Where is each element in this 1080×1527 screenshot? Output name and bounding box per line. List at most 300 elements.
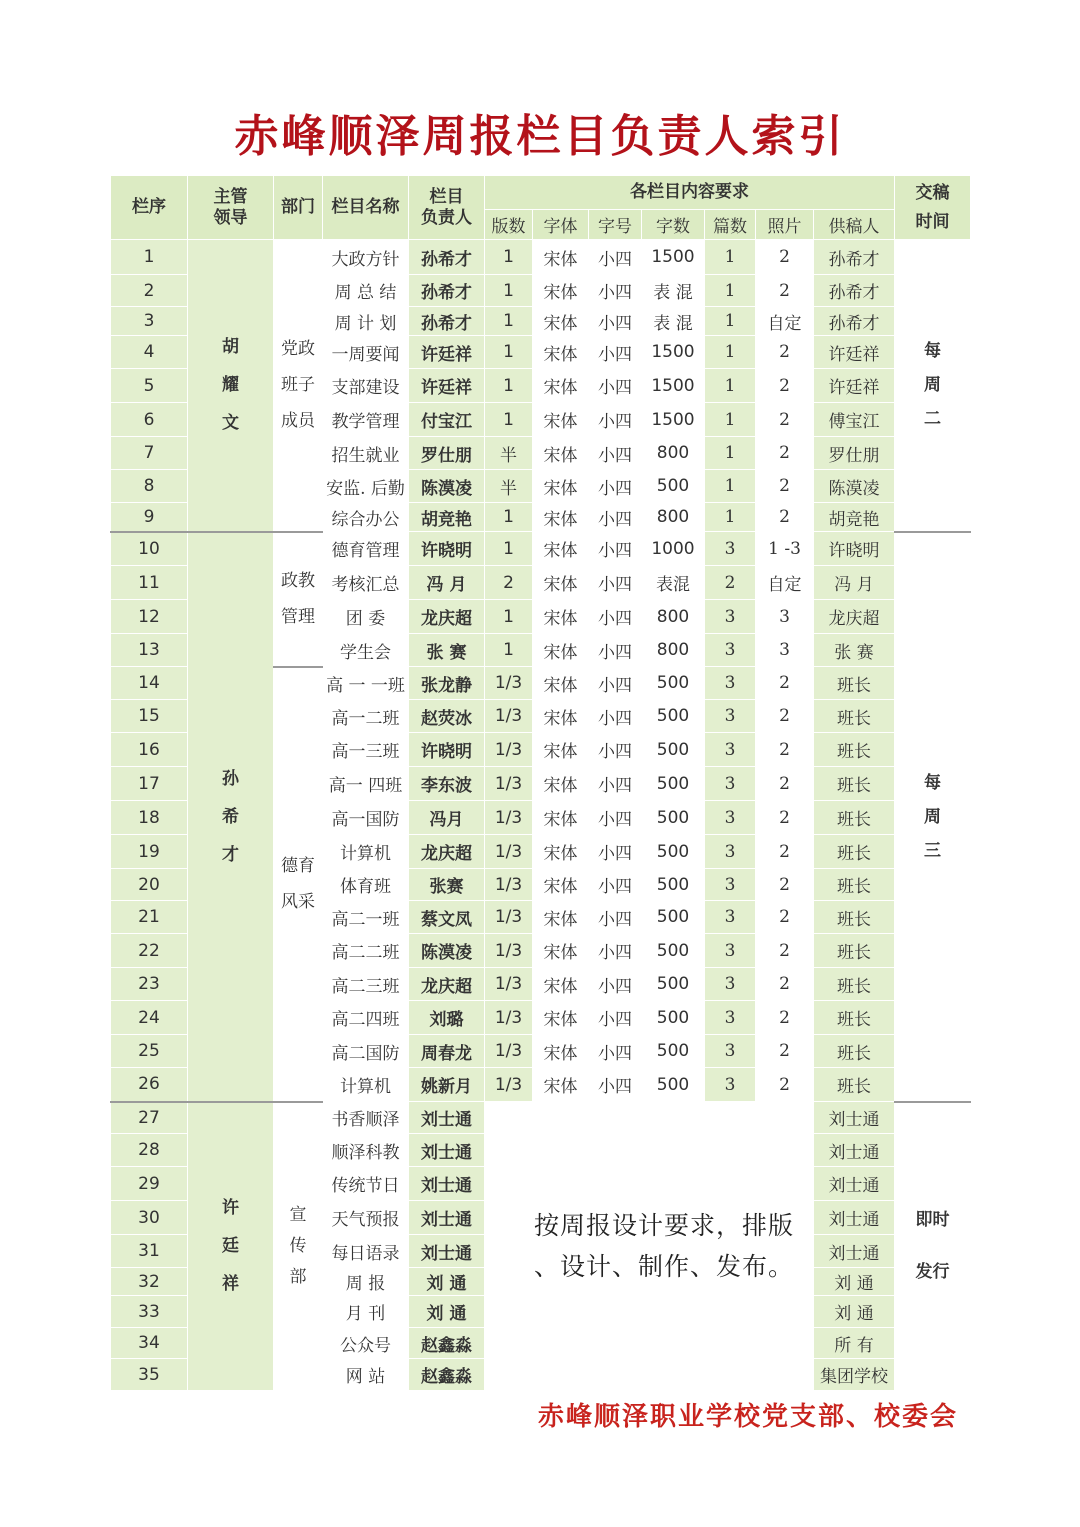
font-family: 宋体 <box>533 901 589 934</box>
supplier: 班长 <box>814 901 895 934</box>
column-owner: 张 赛 <box>409 634 485 667</box>
font-family: 宋体 <box>533 733 589 767</box>
supplier: 刘士通 <box>814 1167 895 1201</box>
article-count: 3 <box>705 600 756 634</box>
font-size: 小四 <box>589 1068 642 1102</box>
supplier: 班长 <box>814 934 895 968</box>
column-owner: 赵荧冰 <box>409 700 485 733</box>
empty-cell <box>485 1102 533 1134</box>
column-name: 高二四班 <box>323 1001 409 1035</box>
table-row <box>111 1102 971 1134</box>
column-owner: 孙希才 <box>409 275 485 307</box>
supplier: 班长 <box>814 869 895 901</box>
empty-cell <box>756 1328 814 1359</box>
page-count: 2 <box>485 566 533 600</box>
supplier: 许廷祥 <box>814 369 895 403</box>
article-count: 3 <box>705 700 756 733</box>
empty-cell <box>642 1102 705 1134</box>
empty-cell <box>705 1134 756 1167</box>
photo-count: 2 <box>756 767 814 801</box>
empty-cell <box>756 1359 814 1391</box>
row-number: 10 <box>111 532 188 566</box>
word-count: 1500 <box>642 403 705 437</box>
photo-count: 2 <box>756 934 814 968</box>
supplier: 罗仕朋 <box>814 437 895 470</box>
empty-cell <box>589 1102 642 1134</box>
column-name: 顺泽科教 <box>323 1134 409 1167</box>
article-count: 1 <box>705 503 756 532</box>
article-count: 3 <box>705 835 756 869</box>
row-number: 13 <box>111 634 188 667</box>
word-count: 500 <box>642 801 705 835</box>
column-owner: 许晓明 <box>409 733 485 767</box>
word-count: 800 <box>642 634 705 667</box>
font-family: 宋体 <box>533 403 589 437</box>
row-number: 6 <box>111 403 188 437</box>
row-number: 34 <box>111 1328 188 1359</box>
article-count: 1 <box>705 470 756 503</box>
column-name: 招生就业 <box>323 437 409 470</box>
article-count: 1 <box>705 437 756 470</box>
supplier: 所 有 <box>814 1328 895 1359</box>
font-size: 小四 <box>589 336 642 369</box>
supplier: 班长 <box>814 667 895 700</box>
column-owner: 龙庆超 <box>409 600 485 634</box>
supplier: 龙庆超 <box>814 600 895 634</box>
word-count: 500 <box>642 1035 705 1068</box>
column-owner: 许晓明 <box>409 532 485 566</box>
supplier: 许廷祥 <box>814 336 895 369</box>
column-owner: 许廷祥 <box>409 369 485 403</box>
article-count: 1 <box>705 336 756 369</box>
supplier: 孙希才 <box>814 275 895 307</box>
supplier: 班长 <box>814 767 895 801</box>
supplier: 刘 通 <box>814 1296 895 1328</box>
page-count: 1 <box>485 369 533 403</box>
column-owner: 刘 通 <box>409 1296 485 1328</box>
empty-cell <box>533 1359 589 1391</box>
word-count: 500 <box>642 1068 705 1102</box>
empty-cell <box>589 1296 642 1328</box>
empty-cell <box>589 1134 642 1167</box>
column-name: 高一三班 <box>323 733 409 767</box>
row-number: 25 <box>111 1035 188 1068</box>
word-count: 500 <box>642 901 705 934</box>
empty-cell <box>533 1296 589 1328</box>
article-count: 3 <box>705 733 756 767</box>
page-count: 1 <box>485 634 533 667</box>
header-sub-1: 字体 <box>533 210 589 240</box>
page-count: 1/3 <box>485 767 533 801</box>
department: 政教管理 <box>274 532 323 667</box>
column-name: 高一 四班 <box>323 767 409 801</box>
row-number: 32 <box>111 1268 188 1296</box>
column-name: 传统节日 <box>323 1167 409 1201</box>
empty-cell <box>642 1134 705 1167</box>
column-name: 团 委 <box>323 600 409 634</box>
font-size: 小四 <box>589 934 642 968</box>
font-size: 小四 <box>589 835 642 869</box>
empty-cell <box>589 1328 642 1359</box>
photo-count: 自定 <box>756 566 814 600</box>
header-seq: 栏序 <box>111 176 188 240</box>
empty-cell <box>485 1328 533 1359</box>
page-count: 1 <box>485 240 533 275</box>
article-count: 1 <box>705 403 756 437</box>
font-family: 宋体 <box>533 307 589 336</box>
row-number: 26 <box>111 1068 188 1102</box>
font-family: 宋体 <box>533 934 589 968</box>
word-count: 表 混 <box>642 307 705 336</box>
font-size: 小四 <box>589 700 642 733</box>
column-name: 高二三班 <box>323 968 409 1001</box>
photo-count: 自定 <box>756 307 814 336</box>
page-count: 1/3 <box>485 934 533 968</box>
word-count: 500 <box>642 869 705 901</box>
font-size: 小四 <box>589 403 642 437</box>
article-count: 3 <box>705 634 756 667</box>
font-size: 小四 <box>589 470 642 503</box>
column-name: 计算机 <box>323 1068 409 1102</box>
row-number: 16 <box>111 733 188 767</box>
font-size: 小四 <box>589 968 642 1001</box>
deadline: 每 周 三 <box>895 532 971 1102</box>
supplier: 刘士通 <box>814 1102 895 1134</box>
column-name: 教学管理 <box>323 403 409 437</box>
page-count: 半 <box>485 437 533 470</box>
article-count: 3 <box>705 532 756 566</box>
header-sub-5: 照片 <box>756 210 814 240</box>
word-count: 500 <box>642 835 705 869</box>
header-deadline: 交稿 时间 <box>895 176 971 240</box>
empty-cell <box>485 1167 533 1201</box>
column-name: 天气预报 <box>323 1201 409 1235</box>
column-name: 大政方针 <box>323 240 409 275</box>
column-owner: 孙希才 <box>409 307 485 336</box>
empty-cell <box>589 1359 642 1391</box>
supplier: 胡竞艳 <box>814 503 895 532</box>
column-name: 高一二班 <box>323 700 409 733</box>
word-count: 1500 <box>642 369 705 403</box>
article-count: 3 <box>705 934 756 968</box>
row-number: 30 <box>111 1201 188 1235</box>
supplier: 班长 <box>814 733 895 767</box>
row-number: 19 <box>111 835 188 869</box>
page-count: 1 <box>485 275 533 307</box>
font-size: 小四 <box>589 566 642 600</box>
column-name: 每日语录 <box>323 1235 409 1268</box>
deadline: 即时 发行 <box>895 1102 971 1391</box>
page-count: 1/3 <box>485 869 533 901</box>
column-name: 支部建设 <box>323 369 409 403</box>
article-count: 3 <box>705 1068 756 1102</box>
font-size: 小四 <box>589 240 642 275</box>
group-leader: 许 廷 祥 <box>188 1102 274 1391</box>
font-size: 小四 <box>589 1035 642 1068</box>
empty-cell <box>589 1167 642 1201</box>
empty-cell <box>756 1167 814 1201</box>
word-count: 表混 <box>642 566 705 600</box>
page-count: 1/3 <box>485 835 533 869</box>
column-owner: 许廷祥 <box>409 336 485 369</box>
row-number: 35 <box>111 1359 188 1391</box>
article-count: 3 <box>705 869 756 901</box>
page-count: 1/3 <box>485 968 533 1001</box>
column-name: 体育班 <box>323 869 409 901</box>
row-number: 28 <box>111 1134 188 1167</box>
row-number: 15 <box>111 700 188 733</box>
page-count: 1/3 <box>485 700 533 733</box>
page-title: 赤峰顺泽周报栏目负责人索引 <box>234 111 846 162</box>
header-column-name: 栏目名称 <box>323 176 409 240</box>
supplier: 班长 <box>814 1068 895 1102</box>
page-count: 1/3 <box>485 901 533 934</box>
empty-cell <box>756 1296 814 1328</box>
article-count: 3 <box>705 901 756 934</box>
word-count: 表 混 <box>642 275 705 307</box>
publicity-note-line: 、设计、制作、发布。 <box>534 1252 795 1281</box>
photo-count: 2 <box>756 336 814 369</box>
supplier: 刘士通 <box>814 1201 895 1235</box>
header-requirements: 各栏目内容要求 <box>485 176 895 210</box>
header-sub-2: 字号 <box>589 210 642 240</box>
page-count: 1/3 <box>485 667 533 700</box>
word-count: 500 <box>642 934 705 968</box>
article-count: 1 <box>705 369 756 403</box>
table-row <box>111 532 971 566</box>
photo-count: 2 <box>756 1035 814 1068</box>
empty-cell <box>533 1328 589 1359</box>
word-count: 1000 <box>642 532 705 566</box>
font-family: 宋体 <box>533 1035 589 1068</box>
font-size: 小四 <box>589 667 642 700</box>
article-count: 3 <box>705 1035 756 1068</box>
word-count: 500 <box>642 470 705 503</box>
photo-count: 2 <box>756 403 814 437</box>
photo-count: 2 <box>756 901 814 934</box>
font-size: 小四 <box>589 437 642 470</box>
column-owner: 周春龙 <box>409 1035 485 1068</box>
photo-count: 2 <box>756 1001 814 1035</box>
page-count: 1 <box>485 403 533 437</box>
supplier: 孙希才 <box>814 307 895 336</box>
supplier: 孙希才 <box>814 240 895 275</box>
font-family: 宋体 <box>533 369 589 403</box>
article-count: 2 <box>705 566 756 600</box>
supplier: 许晓明 <box>814 532 895 566</box>
column-name: 公众号 <box>323 1328 409 1359</box>
supplier: 班长 <box>814 700 895 733</box>
column-owner: 龙庆超 <box>409 968 485 1001</box>
page-count: 1 <box>485 336 533 369</box>
photo-count: 2 <box>756 835 814 869</box>
table-row <box>111 240 971 275</box>
row-number: 33 <box>111 1296 188 1328</box>
empty-cell <box>485 1134 533 1167</box>
word-count: 500 <box>642 968 705 1001</box>
font-size: 小四 <box>589 307 642 336</box>
font-family: 宋体 <box>533 470 589 503</box>
font-family: 宋体 <box>533 869 589 901</box>
column-owner: 张龙静 <box>409 667 485 700</box>
row-number: 14 <box>111 667 188 700</box>
row-number: 27 <box>111 1102 188 1134</box>
font-size: 小四 <box>589 733 642 767</box>
article-count: 3 <box>705 801 756 835</box>
word-count: 500 <box>642 1001 705 1035</box>
page-count: 半 <box>485 470 533 503</box>
row-number: 9 <box>111 503 188 532</box>
department: 党政班子成员 <box>274 240 323 532</box>
photo-count: 2 <box>756 733 814 767</box>
empty-cell <box>642 1167 705 1201</box>
empty-cell <box>485 1268 533 1296</box>
empty-cell <box>533 1167 589 1201</box>
empty-cell <box>533 1134 589 1167</box>
column-owner: 付宝江 <box>409 403 485 437</box>
column-name: 网 站 <box>323 1359 409 1391</box>
page-count: 1/3 <box>485 1001 533 1035</box>
supplier: 张 赛 <box>814 634 895 667</box>
row-number: 23 <box>111 968 188 1001</box>
font-size: 小四 <box>589 369 642 403</box>
column-owner: 刘璐 <box>409 1001 485 1035</box>
empty-cell <box>533 1102 589 1134</box>
word-count: 1500 <box>642 240 705 275</box>
article-count: 1 <box>705 307 756 336</box>
photo-count: 2 <box>756 968 814 1001</box>
font-size: 小四 <box>589 901 642 934</box>
row-number: 3 <box>111 307 188 336</box>
column-owner: 张赛 <box>409 869 485 901</box>
column-owner: 蔡文凤 <box>409 901 485 934</box>
word-count: 500 <box>642 700 705 733</box>
word-count: 500 <box>642 767 705 801</box>
row-number: 20 <box>111 869 188 901</box>
font-size: 小四 <box>589 1001 642 1035</box>
column-owner: 刘士通 <box>409 1235 485 1268</box>
department: 宣 传 部 <box>274 1102 323 1391</box>
font-family: 宋体 <box>533 600 589 634</box>
footer-signature: 赤峰顺泽职业学校党支部、校委会 <box>537 1402 958 1432</box>
column-owner: 陈漠凌 <box>409 470 485 503</box>
page-count: 1 <box>485 307 533 336</box>
supplier: 班长 <box>814 1035 895 1068</box>
column-name: 周 计 划 <box>323 307 409 336</box>
empty-cell <box>642 1328 705 1359</box>
page-count: 1 <box>485 503 533 532</box>
publicity-note <box>534 1205 819 1287</box>
font-family: 宋体 <box>533 566 589 600</box>
page-count: 1/3 <box>485 1035 533 1068</box>
photo-count: 2 <box>756 240 814 275</box>
font-size: 小四 <box>589 869 642 901</box>
page-count: 1 <box>485 600 533 634</box>
column-name: 月 刊 <box>323 1296 409 1328</box>
empty-cell <box>485 1296 533 1328</box>
department: 德育风采 <box>274 667 323 1102</box>
font-family: 宋体 <box>533 275 589 307</box>
photo-count: 2 <box>756 801 814 835</box>
font-size: 小四 <box>589 532 642 566</box>
photo-count: 2 <box>756 869 814 901</box>
supplier: 班长 <box>814 801 895 835</box>
row-number: 7 <box>111 437 188 470</box>
empty-cell <box>705 1328 756 1359</box>
photo-count: 2 <box>756 470 814 503</box>
photo-count: 2 <box>756 437 814 470</box>
row-number: 29 <box>111 1167 188 1201</box>
article-count: 1 <box>705 275 756 307</box>
font-size: 小四 <box>589 767 642 801</box>
column-owner: 刘士通 <box>409 1201 485 1235</box>
photo-count: 2 <box>756 369 814 403</box>
empty-cell <box>756 1134 814 1167</box>
supplier: 班长 <box>814 1001 895 1035</box>
row-number: 17 <box>111 767 188 801</box>
photo-count: 1 -3 <box>756 532 814 566</box>
column-name: 考核汇总 <box>323 566 409 600</box>
supplier: 陈漠凌 <box>814 470 895 503</box>
empty-cell <box>756 1102 814 1134</box>
empty-cell <box>705 1359 756 1391</box>
group-leader: 胡 耀 文 <box>188 240 274 532</box>
empty-cell <box>485 1235 533 1268</box>
font-size: 小四 <box>589 801 642 835</box>
word-count: 500 <box>642 667 705 700</box>
column-name: 高二国防 <box>323 1035 409 1068</box>
column-name: 计算机 <box>323 835 409 869</box>
font-family: 宋体 <box>533 835 589 869</box>
column-owner: 赵鑫淼 <box>409 1359 485 1391</box>
empty-cell <box>485 1359 533 1391</box>
column-owner: 孙希才 <box>409 240 485 275</box>
row-number: 22 <box>111 934 188 968</box>
article-count: 3 <box>705 667 756 700</box>
font-family: 宋体 <box>533 968 589 1001</box>
empty-cell <box>642 1296 705 1328</box>
column-owner: 刘士通 <box>409 1134 485 1167</box>
font-family: 宋体 <box>533 240 589 275</box>
column-name: 安监. 后勤 <box>323 470 409 503</box>
supplier: 班长 <box>814 835 895 869</box>
font-family: 宋体 <box>533 801 589 835</box>
column-owner: 冯 月 <box>409 566 485 600</box>
photo-count: 2 <box>756 275 814 307</box>
font-family: 宋体 <box>533 767 589 801</box>
column-owner: 姚新月 <box>409 1068 485 1102</box>
font-size: 小四 <box>589 503 642 532</box>
font-family: 宋体 <box>533 1001 589 1035</box>
header-dept: 部门 <box>274 176 323 240</box>
column-name: 书香顺泽 <box>323 1102 409 1134</box>
empty-cell <box>642 1359 705 1391</box>
column-owner: 赵鑫淼 <box>409 1328 485 1359</box>
photo-count: 2 <box>756 503 814 532</box>
font-family: 宋体 <box>533 503 589 532</box>
article-count: 3 <box>705 1001 756 1035</box>
font-family: 宋体 <box>533 634 589 667</box>
font-size: 小四 <box>589 275 642 307</box>
column-owner: 刘 通 <box>409 1268 485 1296</box>
font-family: 宋体 <box>533 1068 589 1102</box>
font-family: 宋体 <box>533 437 589 470</box>
column-name: 德育管理 <box>323 532 409 566</box>
column-name: 综合办公 <box>323 503 409 532</box>
photo-count: 3 <box>756 634 814 667</box>
photo-count: 3 <box>756 600 814 634</box>
group-leader: 孙 希 才 <box>188 532 274 1102</box>
